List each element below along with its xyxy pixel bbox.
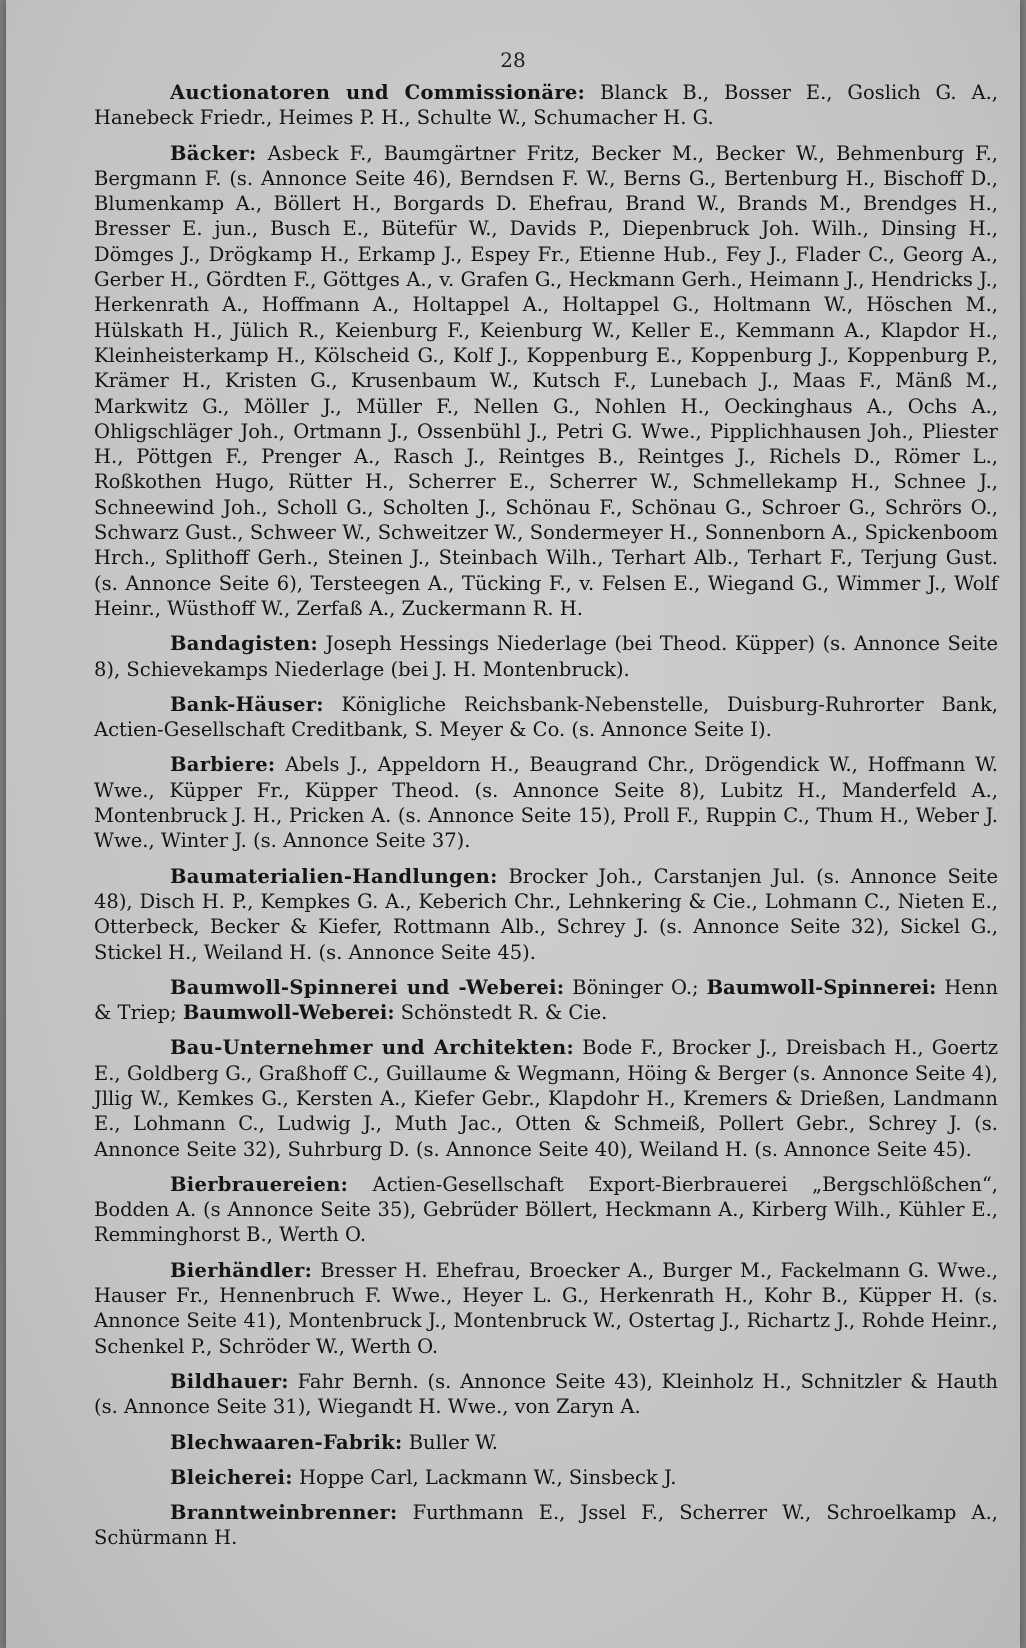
entry-text: Fahr Bernh. (s. Annonce Seite 43), Kleinholz H., Schnitzler & Hauth (s. Annonce Seite 31), Wiegandt H. Wwe., von Zaryn A. <box>94 1369 998 1419</box>
sub-entry-text-2: Schönstedt R. & Cie. <box>400 1001 608 1025</box>
entry-bierhaendler <box>94 1258 998 1359</box>
entry-text: Bode F., Brocker J., Dreisbach H., Goertz E., Goldberg G., Graßhoff C., Guillaume & Wegmann, Höing & Berger (s. Annonce Seite 4), Jllig W., Kemkes G., Kersten A., Kiefer Gebr., Klapdohr H., Kremers & Drießen, Landmann E., Lohmann C., Ludwig J., Muth Jac., Otten & Schmeiß, Pollert Gebr., Schrey J. (s. Annonce Seite 32), Suhrburg D. (s. Annonce Seite 40), Weiland H. (s. Annonce Seite 45). <box>94 1036 999 1161</box>
sub-category-heading-2: Baumwoll-Weberei: <box>182 1001 395 1025</box>
category-heading: Baumwoll-Spinnerei und -Weberei: <box>170 975 565 999</box>
category-heading: Bau-Unternehmer und Architekten: <box>170 1036 575 1060</box>
category-heading: Branntweinbrenner: <box>170 1501 398 1525</box>
entry-bildhauer <box>94 1369 998 1420</box>
entry-auctionatoren <box>94 80 998 131</box>
entry-text: Joseph Hessings Niederlage (bei Theod. Küpper) (s. Annonce Seite 8), Schievekamps Niederlage (bei J. H. Montenbruck). <box>94 632 998 681</box>
entry-bank-haeuser <box>94 692 998 743</box>
sub-entry-text: Henn & Triep; <box>94 975 999 1025</box>
entry-text: Blanck B., Bosser E., Goslich G. A., Hanebeck Friedr., Heimes P. H., Schulte W., Schumacher H. G. <box>94 81 999 130</box>
entry-baecker <box>94 141 998 622</box>
category-heading: Baumaterialien-Handlungen: <box>170 864 498 888</box>
entry-text: Buller W. <box>408 1430 498 1454</box>
sub-category-heading: Baumwoll-Spinnerei: <box>706 975 937 999</box>
entry-text: Bresser H. Ehefrau, Broecker A., Burger M., Fackelmann G. Wwe., Hauser Fr., Hennenbruch F. Wwe., Heyer L. G., Herkenrath H., Kohr B., Küpper H. (s. Annonce Seite 41), Montenbruck J., Montenbruck W., Ostertag J., Richartz J., Rohde Heinr., Schenkel P., Schröder W., Werth O. <box>94 1258 999 1358</box>
entry-bandagisten <box>94 631 998 682</box>
category-heading: Bierhändler: <box>170 1258 313 1282</box>
category-heading: Bierbrauereien: <box>170 1172 349 1196</box>
book-page <box>6 0 1020 1648</box>
entry-bierbrauereien <box>94 1172 998 1248</box>
entry-baumaterialien <box>94 864 998 965</box>
entry-bau-unternehmer <box>94 1035 998 1161</box>
entry-baumwoll <box>94 975 998 1026</box>
category-heading: Barbiere: <box>170 753 276 777</box>
category-heading: Blechwaaren-Fabrik: <box>170 1430 403 1454</box>
entry-text: Brocker Joh., Carstanjen Jul. (s. Annonce Seite 48), Disch H. P., Kempkes G. A., Keberich Chr., Lehnkering & Cie., Lohmann C., Nieten E., Otterbeck, Becker & Kiefer, Rottmann Alb., Schrey J. (s. Annonce Seite 32), Sickel G., Stickel H., Weiland H. (s. Annonce Seite 45). <box>94 864 998 964</box>
category-heading: Bandagisten: <box>170 632 318 656</box>
entry-text: Abels J., Appeldorn H., Beaugrand Chr., Drögendick W., Hoffmann W. Wwe., Küpper Fr., Küpper Theod. (s. Annonce Seite 8), Lubitz H., Manderfeld A., Montenbruck J. H., Pricken A. (s. Annonce Seite 15), Proll F., Ruppin C., Thum H., Weber J. Wwe., Winter J. (s. Annonce Seite 37). <box>94 753 998 853</box>
category-heading: Bleicherei: <box>170 1465 293 1489</box>
entry-bleicherei <box>94 1465 998 1490</box>
entry-branntweinbrenner <box>94 1500 998 1551</box>
entry-barbiere <box>94 752 998 853</box>
category-heading: Auctionatoren und Commissionäre: <box>170 81 586 104</box>
entry-text: Asbeck F., Baumgärtner Fritz, Becker M., Becker W., Behmenburg F., Bergmann F. (s. Annonce Seite 46), Berndsen F. W., Berns G., Bertenburg H., Bischoff D., Blumenkamp A., Böllert H., Borgards D. Ehefrau, Brand W., Brands M., Brendges H., Bresser E. jun., Busch E., Bütefür W., Davids P., Diepenbruck Joh. Wilh., Dinsing H., Dömges J., Drögkamp H., Erkamp J., Espey Fr., Etienne Hub., Fey J., Flader C., Georg A., Gerber H., Gördten F., Göttges A., v. Grafen G., Heckmann Gerh., Heimann J., Hendricks J., Herkenrath A., Hoffmann A., Holtappel A., Holtappel G., Holtmann W., Höschen M., Hülskath H., Jülich R., Keienburg F., Keienburg W., Keller E., Kemmann A., Klapdor H., Kleinheisterkamp H., Kölscheid G., Kolf J., Koppenburg E., Koppenburg J., Koppenburg P., Krämer H., Kristen G., Krusenbaum W., Kutsch F., Lunebach J., Maas F., Mänß M., Markwitz G., Möller J., Müller F., Nellen G., Nohlen H., Oeckinghaus A., Ochs A., Ohligschläger Joh., Ortmann J., Ossenbühl J., Petri G. Wwe., Pipplichhausen Joh., Pliester H., Pöttgen F., Prenger A., Rasch J., Reintges B., Reintges J., Richels D., Römer L., Roßkothen Hugo, Rütter H., Scherrer E., Scherrer W., Schmellekamp H., Schnee J., Schneewind Joh., Scholl G., Scholten J., Schönau F., Schönau G., Schroer G., Schrörs O., Schwarz Gust., Schweer W., Schweitzer W., Sondermeyer H., Sonnenborn A., Spickenboom Hrch., Splithoff Gerh., Steinen J., Steinbach Wilh., Terhart Alb., Terhart F., Terjung Gust. (s. Annonce Seite 6), Tersteegen A., Tücking F., v. Felsen E., Wiegand G., Wimmer J., Wolf Heinr., Wüsthoff W., Zerfaß A., Zuckermann R. H. <box>94 141 999 620</box>
page-number: 28 <box>500 48 526 72</box>
entry-text: Actien-Gesellschaft Export-Bierbrauerei „Bergschlößchen“, Bodden A. (s Annonce Seite 35), Gebrüder Böllert, Heckmann A., Kirberg Wilh., Kühler E., Remminghorst B., Werth O. <box>94 1172 998 1247</box>
entry-text: Königliche Reichsbank-Nebenstelle, Duisburg-Ruhrorter Bank, Actien-Gesellschaft Creditbank, S. Meyer & Co. (s. Annonce Seite I). <box>94 692 999 742</box>
directory-listing <box>94 80 998 1561</box>
entry-text: Hoppe Carl, Lackmann W., Sinsbeck J. <box>298 1465 677 1489</box>
category-heading: Bank-Häuser: <box>170 692 324 716</box>
category-heading: Bäcker: <box>170 141 257 165</box>
entry-text: Furthmann E., Jssel F., Scherrer W., Schroelkamp A., Schürmann H. <box>94 1501 998 1550</box>
category-heading: Bildhauer: <box>170 1369 289 1393</box>
entry-text: Böninger O.; <box>572 975 699 999</box>
entry-blechwaaren <box>94 1430 998 1455</box>
